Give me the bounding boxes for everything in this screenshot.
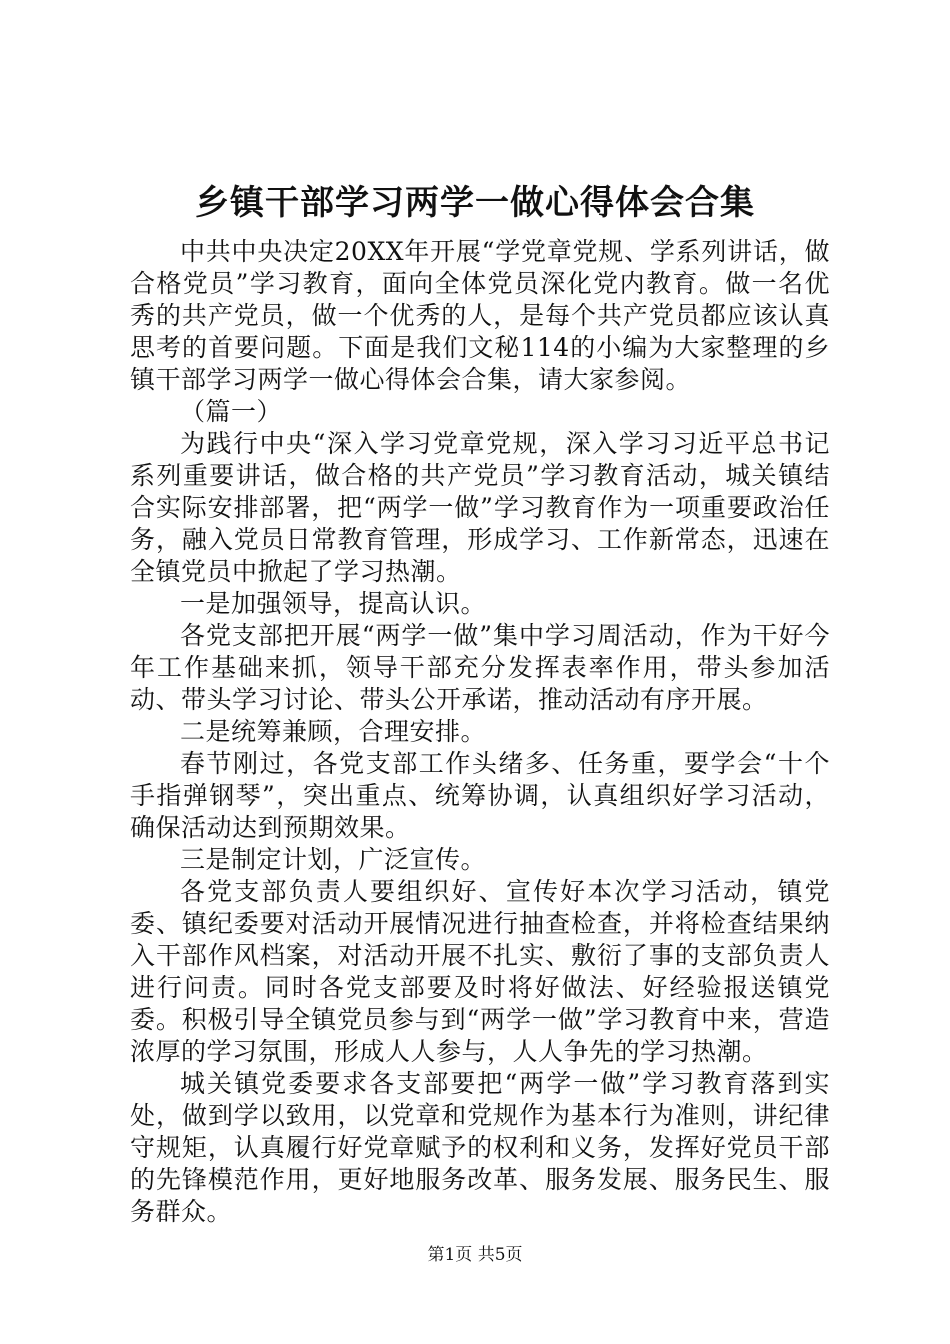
paragraph-point-heading: 一是加强领导，提高认识。 xyxy=(180,589,487,618)
document-body xyxy=(130,236,830,1228)
paragraph: 为践行中央“深入学习党章党规，深入学习习近平总书记系列重要讲话，做合格的共产党员”学习教育活动，城关镇结合实际安排部署，把“两学一做”学习教育作为一项重要政治任务，融入党员日常教育管理，形成学习、工作新常态，迅速在全镇党员中掀起了学习热潮。 xyxy=(130,429,830,586)
document-title: 乡镇干部学习两学一做心得体会合集 xyxy=(195,183,755,223)
paragraph-point-heading: 三是制定计划，广泛宣传。 xyxy=(180,845,487,874)
paragraph: 城关镇党委要求各支部要把“两学一做”学习教育落到实处，做到学以致用，以党章和党规作为基本行为准则，讲纪律守规矩，认真履行好党章赋予的权利和义务，发挥好党员干部的先锋模范作用，更好地服务改革、服务发展、服务民生、服务群众。 xyxy=(130,1069,830,1226)
paragraph-point-heading: 二是统筹兼顾，合理安排。 xyxy=(180,717,487,746)
paragraph-section-heading: （篇一） xyxy=(180,397,283,426)
page-footer: 第1页 共5页 xyxy=(427,1245,523,1265)
paragraph-intro: 中共中央决定20XX年开展“学党章党规、学系列讲话，做合格党员”学习教育，面向全体党员深化党内教育。做一名优秀的共产党员，做一个优秀的人，是每个共产党员都应该认真思考的首要问题。下面是我们文秘114的小编为大家整理的乡镇干部学习两学一做心得体会合集，请大家参阅。 xyxy=(130,237,830,394)
paragraph: 春节刚过，各党支部工作头绪多、任务重，要学会“十个手指弹钢琴”，突出重点、统筹协调，认真组织好学习活动，确保活动达到预期效果。 xyxy=(130,749,830,842)
paragraph: 各党支部把开展“两学一做”集中学习周活动，作为干好今年工作基础来抓，领导干部充分发挥表率作用，带头参加活动、带头学习讨论、带头公开承诺，推动活动有序开展。 xyxy=(130,621,830,714)
paragraph: 各党支部负责人要组织好、宣传好本次学习活动，镇党委、镇纪委要对活动开展情况进行抽查检查，并将检查结果纳入干部作风档案，对活动开展不扎实、敷衍了事的支部负责人进行问责。同时各党支部要及时将好做法、好经验报送镇党委。积极引导全镇党员参与到“两学一做”学习教育中来，营造浓厚的学习氛围，形成人人参与，人人争先的学习热潮。 xyxy=(130,877,830,1066)
